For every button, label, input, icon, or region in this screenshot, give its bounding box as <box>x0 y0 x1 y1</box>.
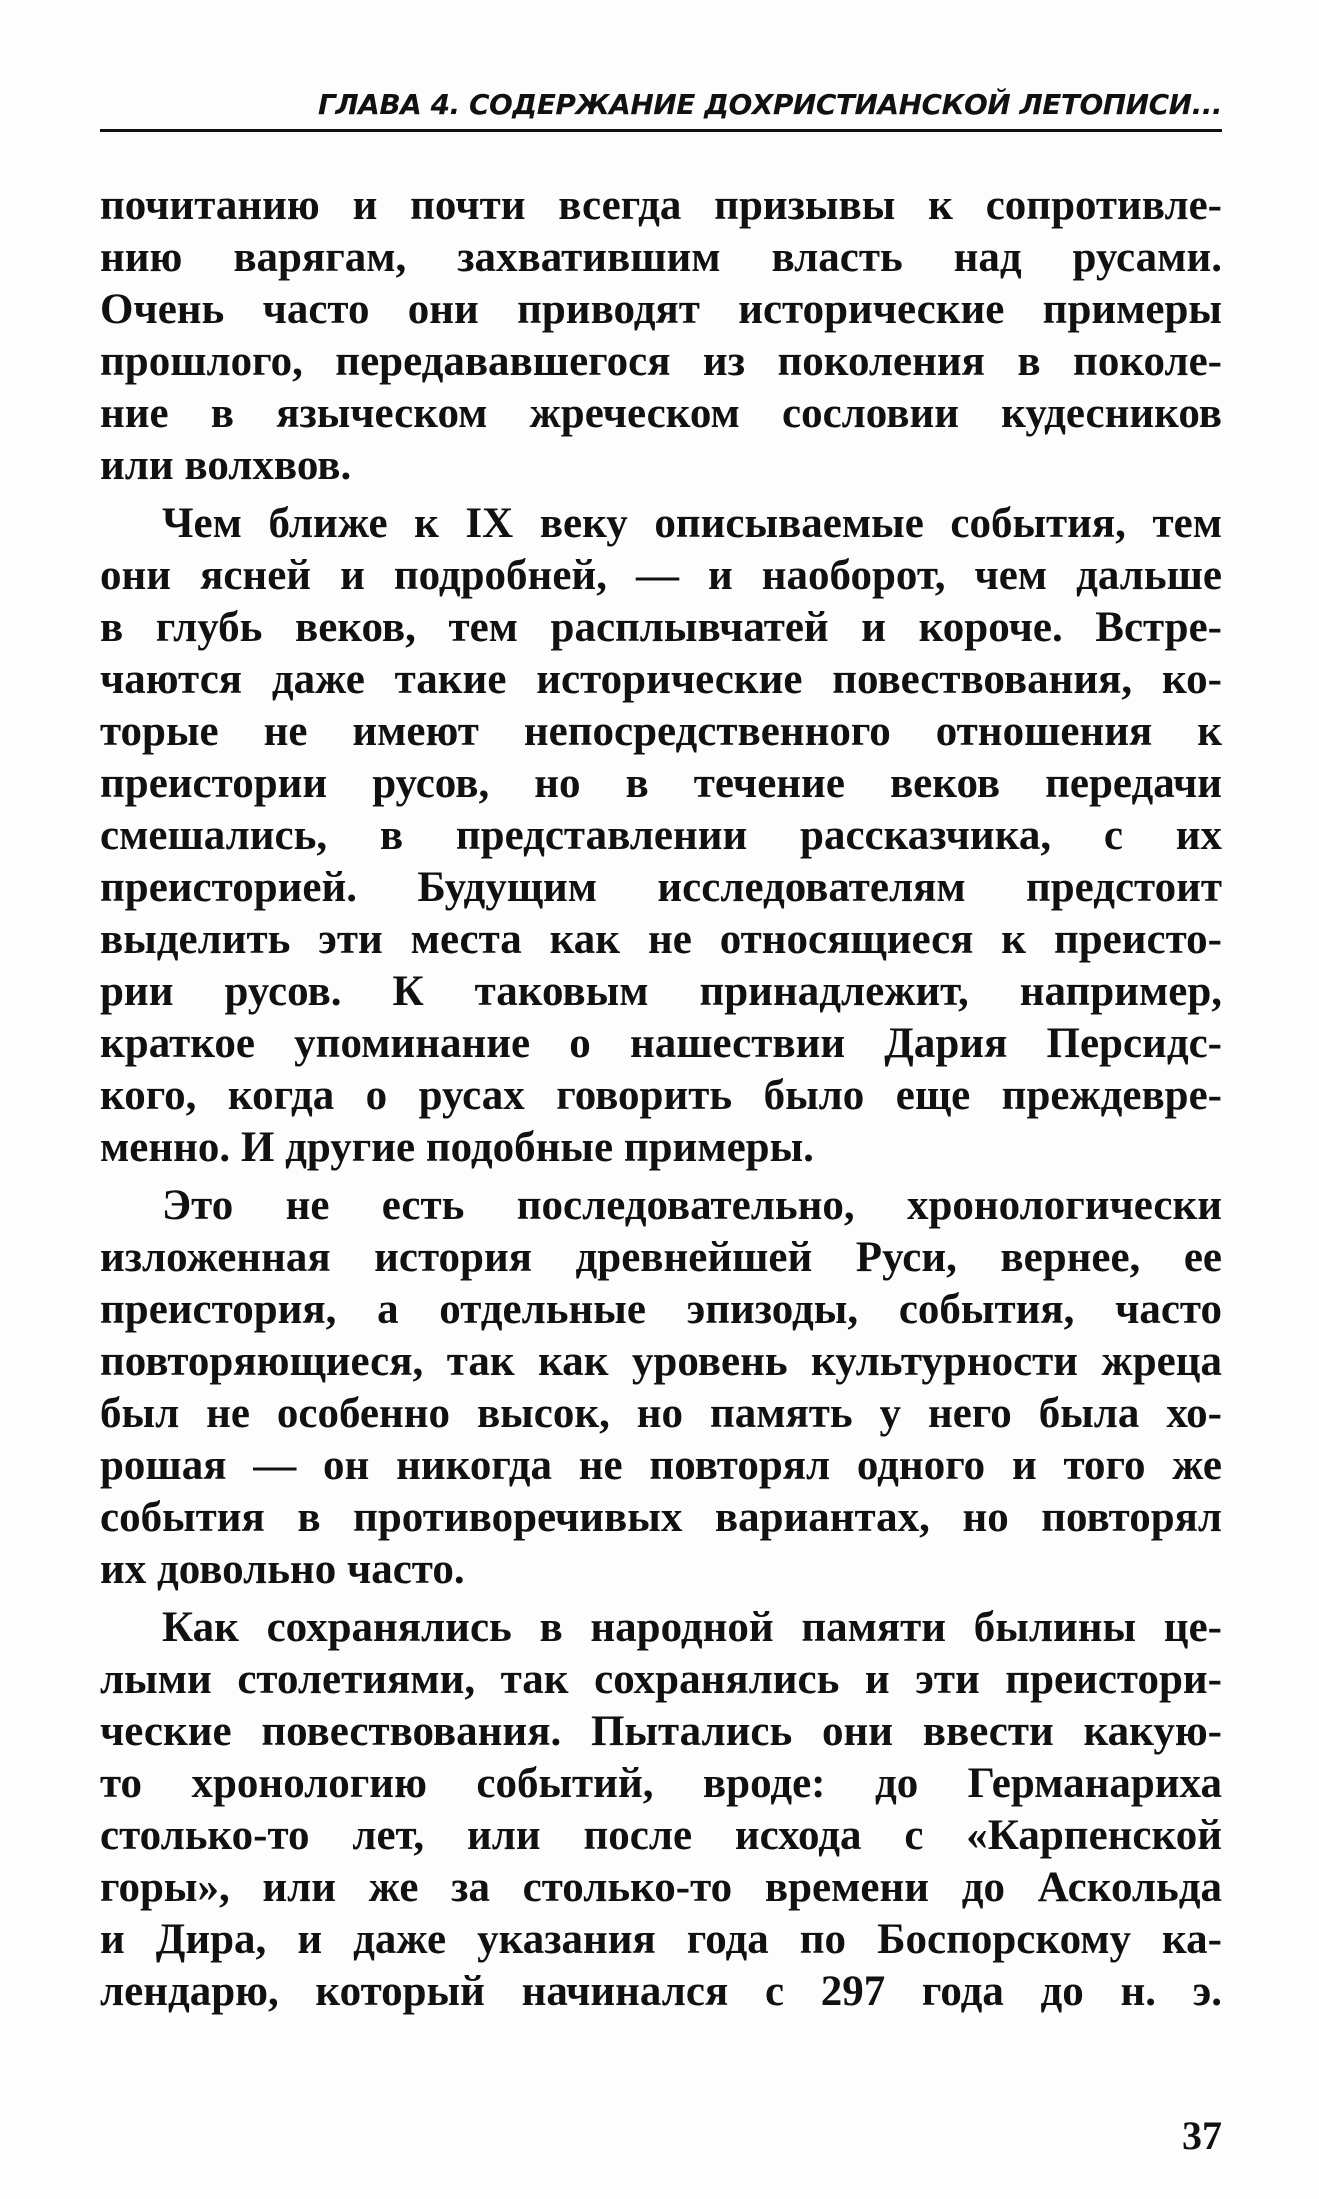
text-line: менно. И другие подобные примеры. <box>100 1124 814 1171</box>
running-head: ГЛАВА 4. СОДЕРЖАНИЕ ДОХРИСТИАНСКОЙ ЛЕТОПИСИ... <box>318 88 1222 121</box>
text-line: преистории русов, но в течение веков передачи <box>100 760 1222 807</box>
text-line: или волхвов. <box>100 442 352 489</box>
text-line: столько-то лет, или после исхода с «Карпенской <box>100 1812 1222 1859</box>
text-line: был не особенно высок, но память у него была хо- <box>100 1390 1222 1437</box>
text-line: выделить эти места как не относящиеся к преисто- <box>100 916 1222 963</box>
text-line: горы», или же за столько-то времени до Аскольда <box>100 1864 1222 1911</box>
text-line: то хронологию событий, вроде: до Германариха <box>100 1760 1222 1807</box>
text-line: они ясней и подробней, — и наоборот, чем дальше <box>100 552 1222 599</box>
paragraph-2 <box>100 498 1222 1174</box>
text-line: и Дира, и даже указания года по Боспорскому ка- <box>100 1916 1222 1963</box>
text-line: нию варягам, захватившим власть над русами. <box>100 234 1222 281</box>
text-line: ние в языческом жреческом сословии кудесников <box>100 390 1222 437</box>
paragraph-3 <box>100 1180 1222 1596</box>
text-line: торые не имеют непосредственного отношения к <box>100 708 1222 755</box>
paragraph-1 <box>100 180 1222 492</box>
text-line: лыми столетиями, так сохранялись и эти преистори- <box>100 1656 1222 1703</box>
text-line: ческие повествования. Пытались они ввести какую- <box>100 1708 1222 1755</box>
text-line: кого, когда о русах говорить было еще преждевре- <box>100 1072 1222 1119</box>
text-line: преистория, а отдельные эпизоды, события, часто <box>100 1286 1222 1333</box>
page-number: 37 <box>1182 2113 1222 2158</box>
text-line: почитанию и почти всегда призывы к сопротивле- <box>100 182 1222 229</box>
text-line: прошлого, передававшегося из поколения в поколе- <box>100 338 1222 385</box>
text-line: рошая — он никогда не повторял одного и того же <box>100 1442 1222 1489</box>
text-line: лендарю, который начинался с 297 года до н. э. <box>100 1968 1222 2015</box>
text-line: преисторией. Будущим исследователям предстоит <box>100 864 1222 911</box>
body-text <box>100 180 1222 2018</box>
text-line: в глубь веков, тем расплывчатей и короче. Встре- <box>100 604 1222 651</box>
text-line: смешались, в представлении рассказчика, с их <box>100 812 1222 859</box>
text-line: Чем ближе к IX веку описываемые события, тем <box>162 500 1222 547</box>
text-line: события в противоречивых вариантах, но повторял <box>100 1494 1222 1541</box>
text-line: краткое упоминание о нашествии Дария Персидс- <box>100 1020 1222 1067</box>
paragraph-4 <box>100 1602 1222 2018</box>
text-line: повторяющиеся, так как уровень культурности жреца <box>100 1338 1222 1385</box>
text-line: их довольно часто. <box>100 1546 465 1593</box>
text-line: Это не есть последовательно, хронологически <box>162 1182 1222 1229</box>
text-line: изложенная история древнейшей Руси, вернее, ее <box>100 1234 1222 1281</box>
header-rule <box>100 129 1222 132</box>
text-line: рии русов. К таковым принадлежит, например, <box>100 968 1222 1015</box>
text-line: Очень часто они приводят исторические примеры <box>100 286 1222 333</box>
text-line: чаются даже такие исторические повествования, ко- <box>100 656 1222 703</box>
text-line: Как сохранялись в народной памяти былины це- <box>162 1604 1222 1651</box>
